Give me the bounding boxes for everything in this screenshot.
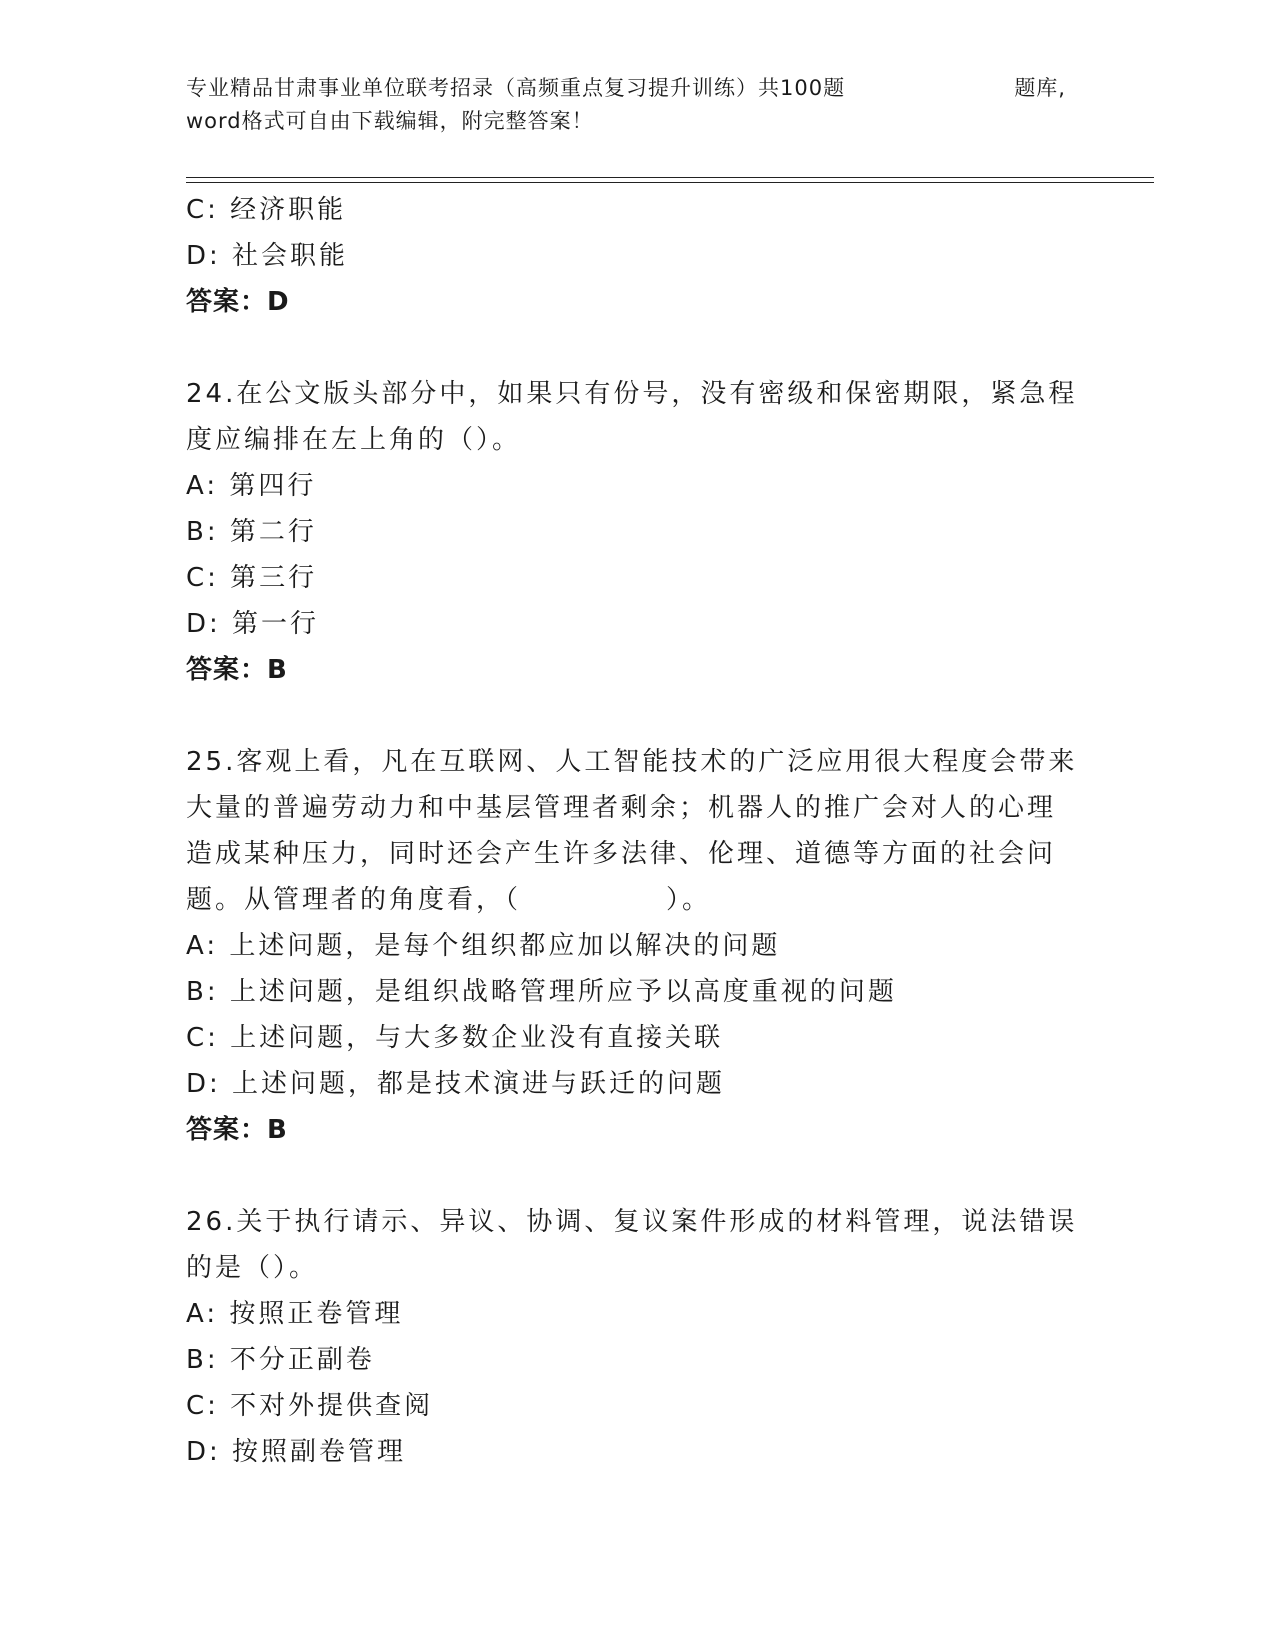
option-c: C: 不对外提供查阅	[186, 1391, 434, 1421]
answer: 答案：D	[186, 287, 290, 317]
spacer	[186, 325, 1086, 371]
option-c: C: 上述问题，与大多数企业没有直接关联	[186, 1023, 724, 1053]
option-d: D: 第一行	[186, 609, 320, 639]
question-text: 24.在公文版头部分中，如果只有份号，没有密级和保密期限，紧急程	[186, 379, 1078, 409]
header-subtitle: word格式可自由下载编辑，附完整答案！	[186, 109, 594, 133]
question-text: 大量的普遍劳动力和中基层管理者剩余；机器人的推广会对人的心理	[186, 793, 1057, 823]
question-list	[186, 187, 1086, 1475]
question-text: 题。从管理者的角度看，（ ）。	[186, 885, 712, 915]
option-d: D: 社会职能	[186, 241, 349, 271]
header-line-1	[186, 72, 1066, 105]
question-23	[186, 187, 1086, 325]
header-title-tail: 题库,	[1014, 76, 1066, 100]
option-a: A: 上述问题，是每个组织都应加以解决的问题	[186, 931, 781, 961]
spacer	[186, 693, 1086, 739]
option-b: B: 不分正副卷	[186, 1345, 375, 1375]
option-a: A: 第四行	[186, 471, 317, 501]
option-d: D: 按照副卷管理	[186, 1437, 407, 1467]
question-26	[186, 1199, 1086, 1475]
header-title: 专业精品甘肃事业单位联考招录（高频重点复习提升训练）共100题	[186, 76, 846, 100]
question-text: 造成某种压力，同时还会产生许多法律、伦理、道德等方面的社会问	[186, 839, 1057, 869]
option-c: C: 第三行	[186, 563, 318, 593]
question-text: 26.关于执行请示、异议、协调、复议案件形成的材料管理，说法错误	[186, 1207, 1078, 1237]
question-25	[186, 739, 1086, 1153]
question-24	[186, 371, 1086, 693]
option-b: B: 上述问题，是组织战略管理所应予以高度重视的问题	[186, 977, 897, 1007]
page-header	[186, 72, 1086, 138]
option-c: C: 经济职能	[186, 195, 347, 225]
option-d: D: 上述问题，都是技术演进与跃迁的问题	[186, 1069, 726, 1099]
spacer	[186, 1153, 1086, 1199]
header-rule-top	[186, 177, 1154, 178]
option-a: A: 按照正卷管理	[186, 1299, 404, 1329]
question-text: 25.客观上看，凡在互联网、人工智能技术的广泛应用很大程度会带来	[186, 747, 1078, 777]
answer: 答案：B	[186, 655, 288, 685]
answer: 答案：B	[186, 1115, 288, 1145]
header-rule-bottom	[186, 182, 1154, 183]
option-b: B: 第二行	[186, 517, 317, 547]
question-text: 度应编排在左上角的（）。	[186, 425, 522, 455]
question-text: 的是（）。	[186, 1253, 319, 1283]
